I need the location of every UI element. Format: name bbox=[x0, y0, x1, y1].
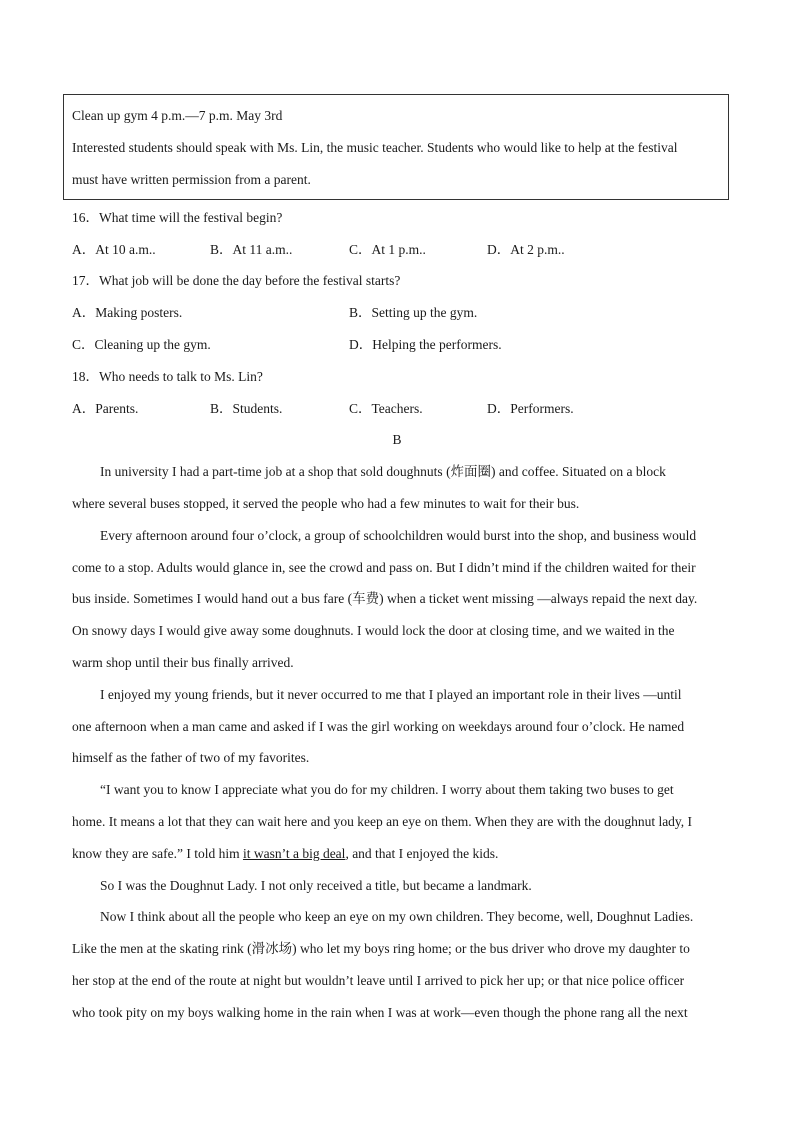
question-18-option-b: B．Students. bbox=[210, 401, 283, 416]
question-18-stem: 18．Who needs to talk to Ms. Lin? bbox=[72, 369, 263, 384]
question-17-option-a: A．Making posters. bbox=[72, 305, 183, 320]
question-16-stem: 16．What time will the festival begin? bbox=[72, 210, 283, 225]
question-17-option-d: D．Helping the performers. bbox=[349, 337, 502, 352]
passage-text: know they are safe.” I told him bbox=[72, 846, 243, 861]
notice-line-2: Interested students should speak with Ms. Lin, the music teacher. Students who would like to help at the festival bbox=[72, 140, 678, 155]
passage-line: Every afternoon around four o’clock, a group of schoolchildren would burst into the shop, and business would bbox=[100, 528, 697, 543]
passage-line: warm shop until their bus finally arrived. bbox=[72, 655, 294, 670]
question-17-option-c: C．Cleaning up the gym. bbox=[72, 337, 211, 352]
question-18-option-a: A．Parents. bbox=[72, 401, 139, 416]
passage-line: home. It means a lot that they can wait here and you keep an eye on them. When they are with the doughnut lady, I bbox=[72, 814, 693, 829]
section-b-heading: B bbox=[392, 432, 402, 447]
passage-line-with-underline bbox=[72, 845, 722, 863]
passage-line: where several buses stopped, it served the people who had a few minutes to wait for their bus. bbox=[72, 496, 580, 511]
question-18-option-d: D．Performers. bbox=[487, 401, 574, 416]
question-17-option-b: B．Setting up the gym. bbox=[349, 305, 478, 320]
passage-line: In university I had a part-time job at a shop that sold doughnuts (炸面圈) and coffee. Situated on a block bbox=[100, 464, 666, 479]
passage-line: Like the men at the skating rink (滑冰场) who let my boys ring home; or the bus driver who drove my daughter to bbox=[72, 941, 690, 956]
passage-line: bus inside. Sometimes I would hand out a bus fare (车费) when a ticket went missing —always repaid the next day. bbox=[72, 591, 698, 606]
question-17-stem: 17．What job will be done the day before the festival starts? bbox=[72, 273, 401, 288]
passage-line: “I want you to know I appreciate what you do for my children. I worry about them taking two buses to get bbox=[100, 782, 674, 797]
passage-text: , and that I enjoyed the kids. bbox=[345, 846, 499, 861]
question-16-option-b: B．At 11 a.m.. bbox=[210, 242, 293, 257]
passage-line: come to a stop. Adults would glance in, see the crowd and pass on. But I didn’t mind if the children waited for their bbox=[72, 560, 696, 575]
notice-line-3: must have written permission from a parent. bbox=[72, 172, 311, 187]
passage-line: I enjoyed my young friends, but it never occurred to me that I played an important role in their lives —until bbox=[100, 687, 682, 702]
passage-line: one afternoon when a man came and asked if I was the girl working on weekdays around four o’clock. He named bbox=[72, 719, 685, 734]
passage-line: So I was the Doughnut Lady. I not only received a title, but became a landmark. bbox=[100, 878, 532, 893]
passage-line: her stop at the end of the route at night but wouldn’t leave until I arrived to pick her up; or that nice police officer bbox=[72, 973, 685, 988]
passage-line: who took pity on my boys walking home in the rain when I was at work—even though the phone rang all the next bbox=[72, 1005, 688, 1020]
passage-line: Now I think about all the people who keep an eye on my own children. They become, well, Doughnut Ladies. bbox=[100, 909, 694, 924]
question-16-option-a: A．At 10 a.m.. bbox=[72, 242, 156, 257]
notice-box bbox=[63, 94, 729, 200]
passage-line: On snowy days I would give away some doughnuts. I would lock the door at closing time, and we waited in the bbox=[72, 623, 675, 638]
question-16-option-d: D．At 2 p.m.. bbox=[487, 242, 565, 257]
notice-line-1: Clean up gym 4 p.m.—7 p.m. May 3rd bbox=[72, 108, 283, 123]
question-16-option-c: C．At 1 p.m.. bbox=[349, 242, 426, 257]
passage-line: himself as the father of two of my favorites. bbox=[72, 750, 310, 765]
question-18-option-c: C．Teachers. bbox=[349, 401, 423, 416]
underlined-phrase: it wasn’t a big deal bbox=[242, 846, 346, 861]
